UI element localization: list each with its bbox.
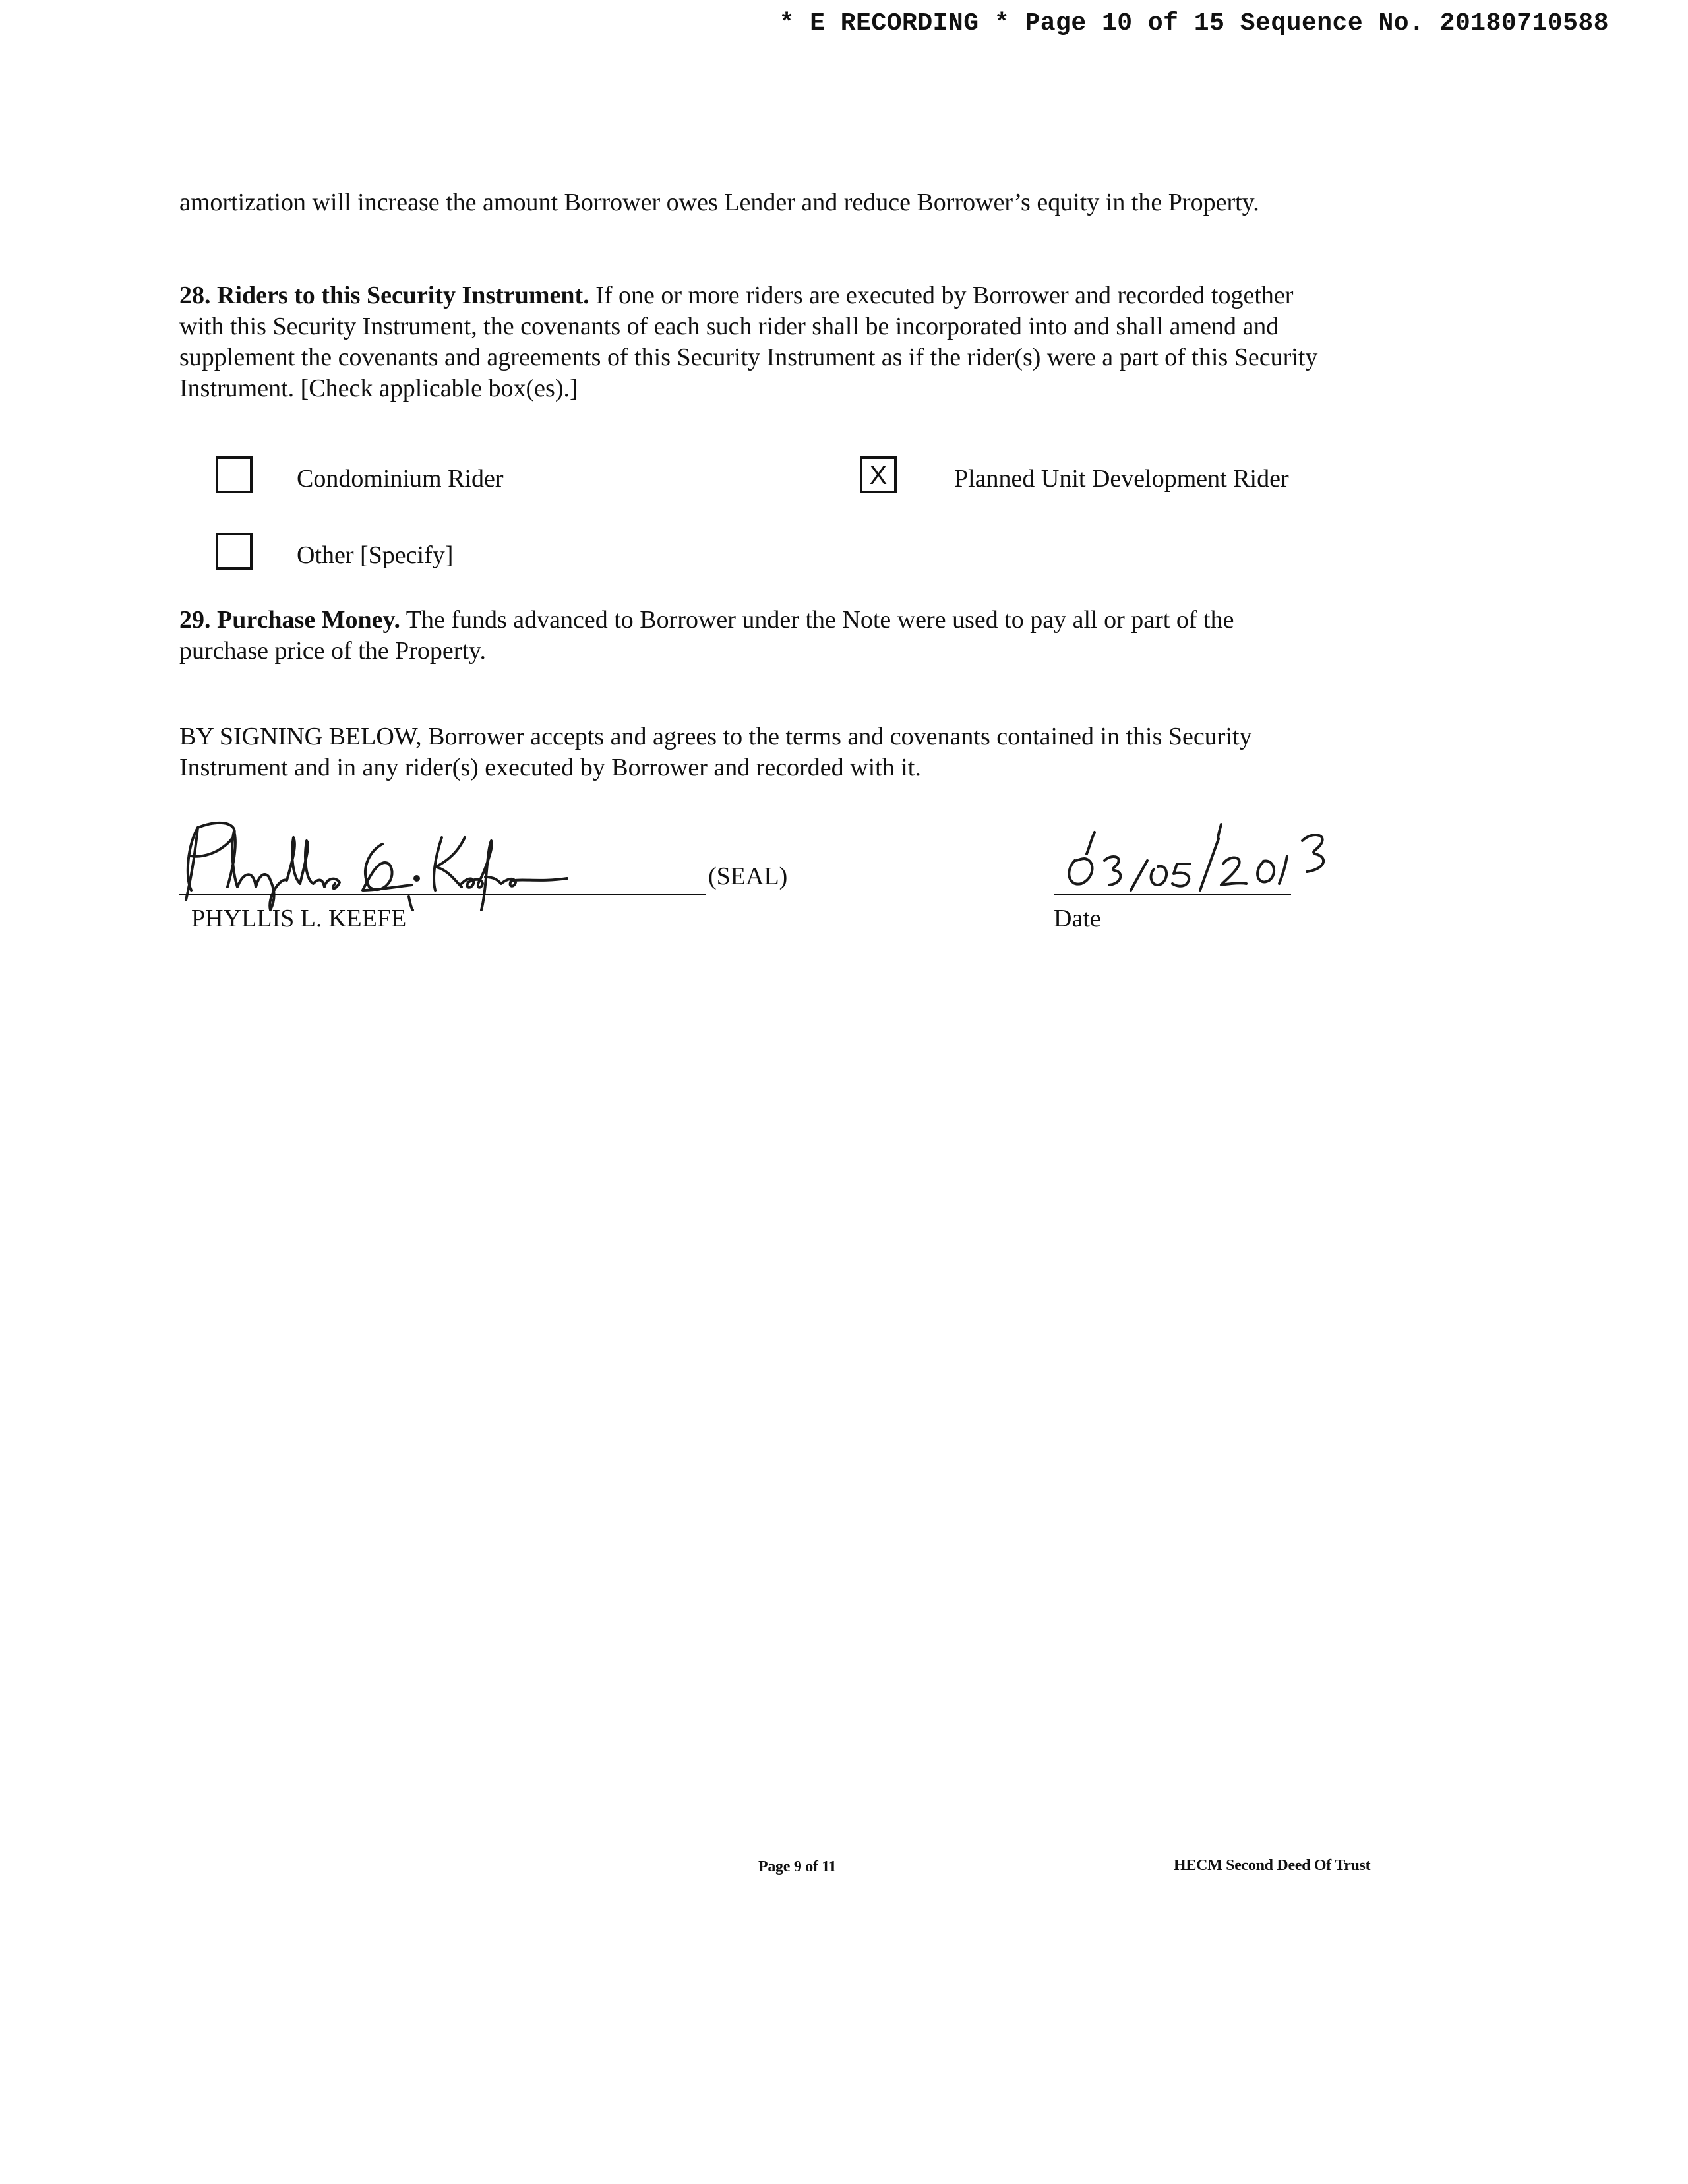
condominium-rider-checkbox[interactable]	[216, 456, 253, 493]
section-28-text: If one or more riders are executed by Borrower and recorded together with this Security Instrument, the covenants of each such rider shall be incorporated into and shall amend and supplement the covenants and agreements of this Security Instrument as if the rider(s) were a part of this Security Instrument. [Check applicable box(es).]	[179, 282, 1318, 402]
borrower-signature	[171, 804, 633, 917]
borrower-name: PHYLLIS L. KEEFE	[191, 905, 407, 932]
recording-stamp: * E RECORDING * Page 10 of 15 Sequence No. 20180710588	[779, 9, 1609, 38]
section-28-paragraph	[179, 280, 1327, 404]
seal-label: (SEAL)	[708, 863, 788, 890]
section-29-heading: 29. Purchase Money.	[179, 606, 400, 634]
section-29-text: The funds advanced to Borrower under the Note were used to pay all or part of the purchase price of the Property.	[179, 606, 1234, 665]
date-label: Date	[1054, 905, 1101, 932]
signing-statement: BY SIGNING BELOW, Borrower accepts and agrees to the terms and covenants contained in this Security Instrument and in any rider(s) executed by Borrower and recorded with it.	[179, 723, 1252, 781]
footer-document-title: HECM Second Deed Of Trust	[1174, 1857, 1371, 1874]
amortization-paragraph: amortization will increase the amount Borrower owes Lender and reduce Borrower’s equity in the Property.	[179, 189, 1259, 216]
date-signature-line	[1054, 894, 1291, 895]
pud-rider-label: Planned Unit Development Rider	[954, 465, 1289, 493]
other-rider-checkbox[interactable]	[216, 533, 253, 570]
borrower-signature-line	[179, 894, 706, 895]
condominium-rider-label: Condominium Rider	[297, 465, 504, 493]
section-28-heading: 28. Riders to this Security Instrument.	[179, 282, 589, 309]
footer-page-number: Page 9 of 11	[758, 1858, 837, 1875]
handwritten-date	[1048, 798, 1358, 897]
section-29-paragraph	[179, 605, 1327, 667]
other-rider-label: Other [Specify]	[297, 541, 454, 569]
pud-rider-checkbox[interactable]: X	[860, 456, 897, 493]
